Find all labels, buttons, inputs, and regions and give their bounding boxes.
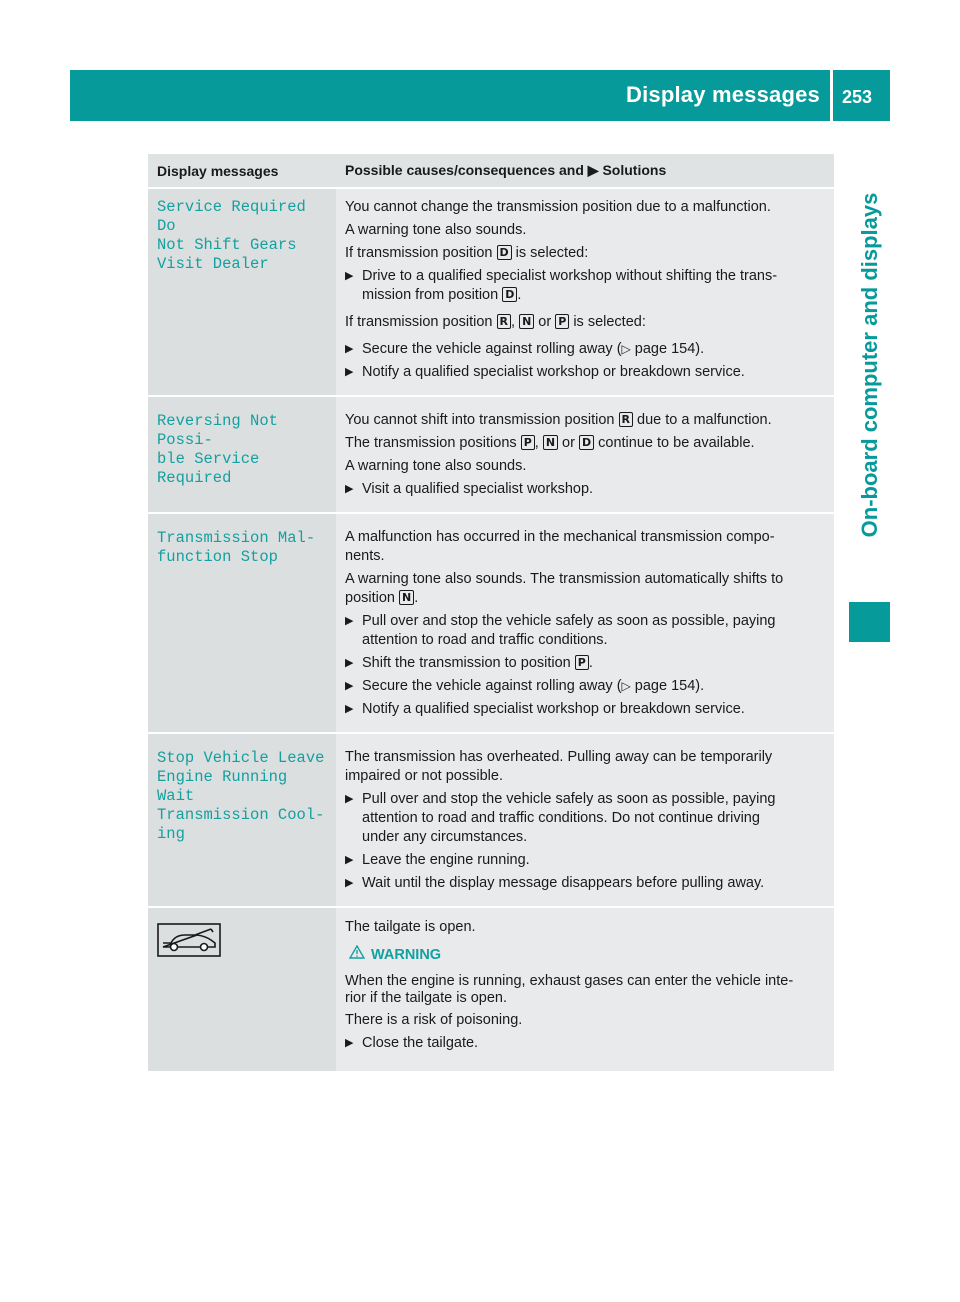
warning-triangle-icon <box>349 945 365 965</box>
side-tab-block <box>849 602 890 642</box>
text-paragraph: If transmission position R , N or P is selected: <box>345 314 646 330</box>
solution-cell <box>336 907 834 1071</box>
step-arrow-icon: ▶ <box>345 703 354 715</box>
instruction-step: ▶ Secure the vehicle against rolling away (▷ page 154). <box>345 341 705 357</box>
step-arrow-icon: ▶ <box>345 366 354 378</box>
header-divider <box>830 70 833 121</box>
text-paragraph: A warning tone also sounds. The transmission automatically shifts to position N . <box>345 571 784 606</box>
gear-r-icon: R <box>497 314 511 329</box>
instruction-step: ▶ Pull over and stop the vehicle safely as soon as possible, paying attention to road and traffic conditions. <box>345 613 776 648</box>
instruction-step: ▶ Notify a qualified specialist workshop or breakdown service. <box>345 364 745 380</box>
table-header-row <box>148 154 834 188</box>
gear-n-icon: N <box>519 314 534 329</box>
instruction-step: ▶ Wait until the display message disappears before pulling away. <box>345 875 765 891</box>
text-paragraph: There is a risk of poisoning. <box>345 1012 523 1028</box>
page-number: 253 <box>842 87 873 107</box>
text-paragraph: A warning tone also sounds. <box>345 222 527 238</box>
step-arrow-icon: ▶ <box>345 657 354 669</box>
table-row <box>148 907 834 1071</box>
gear-n-icon: N <box>543 435 558 450</box>
text-paragraph: When the engine is running, exhaust gases can enter the vehicle inte- rior if the tailgate is open. <box>345 973 794 1006</box>
text-paragraph: You cannot change the transmission position due to a malfunction. <box>345 199 771 215</box>
step-arrow-icon: ▶ <box>345 483 354 495</box>
step-arrow-icon: ▶ <box>345 270 354 282</box>
gear-d-icon: D <box>497 245 512 260</box>
step-arrow-icon: ▶ <box>345 615 354 627</box>
instruction-step: ▶ Notify a qualified specialist workshop or breakdown service. <box>345 701 745 717</box>
display-message: Service Required Do Not Shift Gears Visit Dealer <box>157 198 306 273</box>
solution-cell <box>336 733 834 907</box>
text-paragraph: A warning tone also sounds. <box>345 458 527 474</box>
gear-d-icon: D <box>502 287 517 302</box>
step-arrow-icon: ▶ <box>345 793 354 805</box>
text-paragraph: A malfunction has occurred in the mechanical transmission compo- nents. <box>345 529 775 564</box>
tailgate-open-icon <box>157 923 221 957</box>
step-arrow-icon: ▶ <box>345 680 354 692</box>
message-cell <box>148 733 336 907</box>
text-paragraph: The tailgate is open. <box>345 919 476 935</box>
table-row <box>148 188 834 396</box>
page-ref-icon: ▷ <box>621 679 631 693</box>
page-ref-icon: ▷ <box>621 342 631 356</box>
gear-p-icon: P <box>521 435 535 450</box>
table-row <box>148 513 834 733</box>
solution-arrow-icon: ▶ <box>587 162 599 178</box>
table-row <box>148 733 834 907</box>
page-title: Display messages <box>626 82 820 107</box>
instruction-step: ▶ Drive to a qualified specialist workshop without shifting the trans- mission from position D . <box>345 268 778 303</box>
table-row <box>148 396 834 513</box>
side-tab-label: On-board computer and displays <box>856 192 882 538</box>
solution-cell <box>336 513 834 733</box>
instruction-step: ▶ Visit a qualified specialist workshop. <box>345 481 594 497</box>
col-header-causes: Possible causes/consequences and ▶ Solutions <box>336 154 834 188</box>
instruction-step: ▶ Pull over and stop the vehicle safely as soon as possible, paying attention to road and traffic conditions. Do not continue driving under any circumstances. <box>345 791 776 845</box>
display-message: Reversing Not Possi‐ ble Service Required <box>157 412 278 487</box>
page-header-bar <box>70 70 890 121</box>
instruction-step: ▶ Leave the engine running. <box>345 852 530 868</box>
step-arrow-icon: ▶ <box>345 854 354 866</box>
step-arrow-icon: ▶ <box>345 343 354 355</box>
message-cell <box>148 513 336 733</box>
text-paragraph: If transmission position D is selected: <box>345 245 589 261</box>
text-paragraph: You cannot shift into transmission position R due to a malfunction. <box>345 412 772 428</box>
gear-d-icon: D <box>579 435 594 450</box>
step-arrow-icon: ▶ <box>345 1037 354 1049</box>
col-header-display-messages: Display messages <box>148 154 336 188</box>
warning-heading: WARNING <box>345 945 826 965</box>
step-arrow-icon: ▶ <box>345 877 354 889</box>
text-paragraph: The transmission has overheated. Pulling away can be temporarily impaired or not possible. <box>345 749 773 784</box>
display-message: Transmission Mal‐ function Stop <box>157 529 316 566</box>
instruction-step: ▶ Secure the vehicle against rolling away (▷ page 154). <box>345 678 705 694</box>
text-paragraph: The transmission positions P , N or D continue to be available. <box>345 435 755 451</box>
gear-r-icon: R <box>619 412 633 427</box>
gear-p-icon: P <box>575 655 589 670</box>
display-message: Stop Vehicle Leave Engine Running Wait Transmission Cool‐ ing <box>157 749 325 843</box>
gear-p-icon: P <box>555 314 569 329</box>
message-cell <box>148 396 336 513</box>
message-cell <box>148 907 336 1071</box>
solution-cell <box>336 396 834 513</box>
message-cell <box>148 188 336 396</box>
instruction-step: ▶ Close the tailgate. <box>345 1035 479 1051</box>
solution-cell <box>336 188 834 396</box>
display-messages-table <box>148 154 834 1071</box>
instruction-step: ▶ Shift the transmission to position P . <box>345 655 593 671</box>
side-tab <box>849 133 890 597</box>
gear-n-icon: N <box>399 590 414 605</box>
